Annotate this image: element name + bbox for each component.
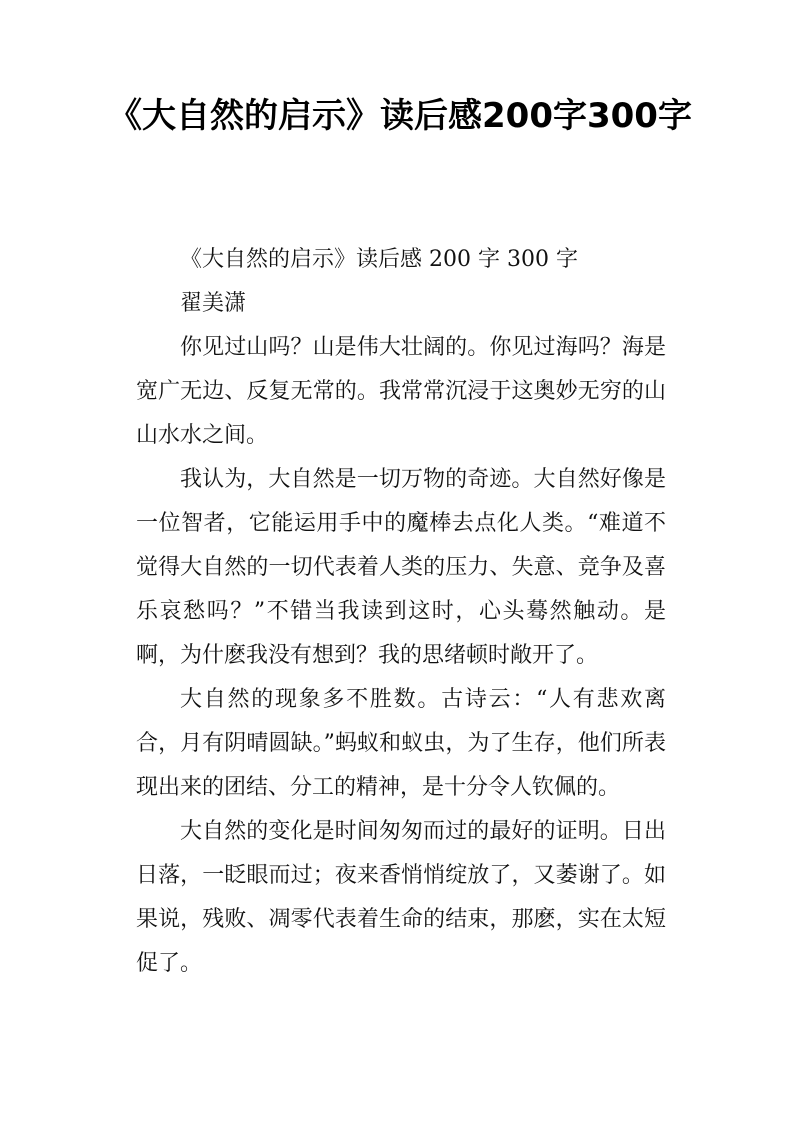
- document-body: [136, 238, 666, 986]
- paragraph: 大自然的变化是时间匆匆而过的最好的证明。日出日落，一眨眼而过；夜来香悄悄绽放了，又萎谢了。如果说，残败、凋零代表着生命的结束，那麽，实在太短促了。: [136, 819, 666, 976]
- document-title: 《大自然的启示》读后感200字300字: [108, 96, 692, 136]
- document-author: 翟美潇: [180, 291, 247, 316]
- paragraph: 我认为，大自然是一切万物的奇迹。大自然好像是一位智者，它能运用手中的魔棒去点化人类。“难道不觉得大自然的一切代表着人类的压力、失意、竞争及喜乐哀愁吗？”不错当我读到这时，心头蓦然触动。是啊，为什麽我没有想到？我的思绪顿时敞开了。: [136, 467, 666, 668]
- document-subtitle: 《大自然的启示》读后感 200 字 300 字: [180, 247, 578, 272]
- paragraph: 大自然的现象多不胜数。古诗云：“人有悲欢离合，月有阴晴圆缺。”蚂蚁和蚁虫，为了生存，他们所表现出来的团结、分工的精神，是十分令人钦佩的。: [136, 687, 666, 800]
- paragraph: 你见过山吗？山是伟大壮阔的。你见过海吗？海是宽广无边、反复无常的。我常常沉浸于这奥妙无穷的山山水水之间。: [136, 335, 666, 448]
